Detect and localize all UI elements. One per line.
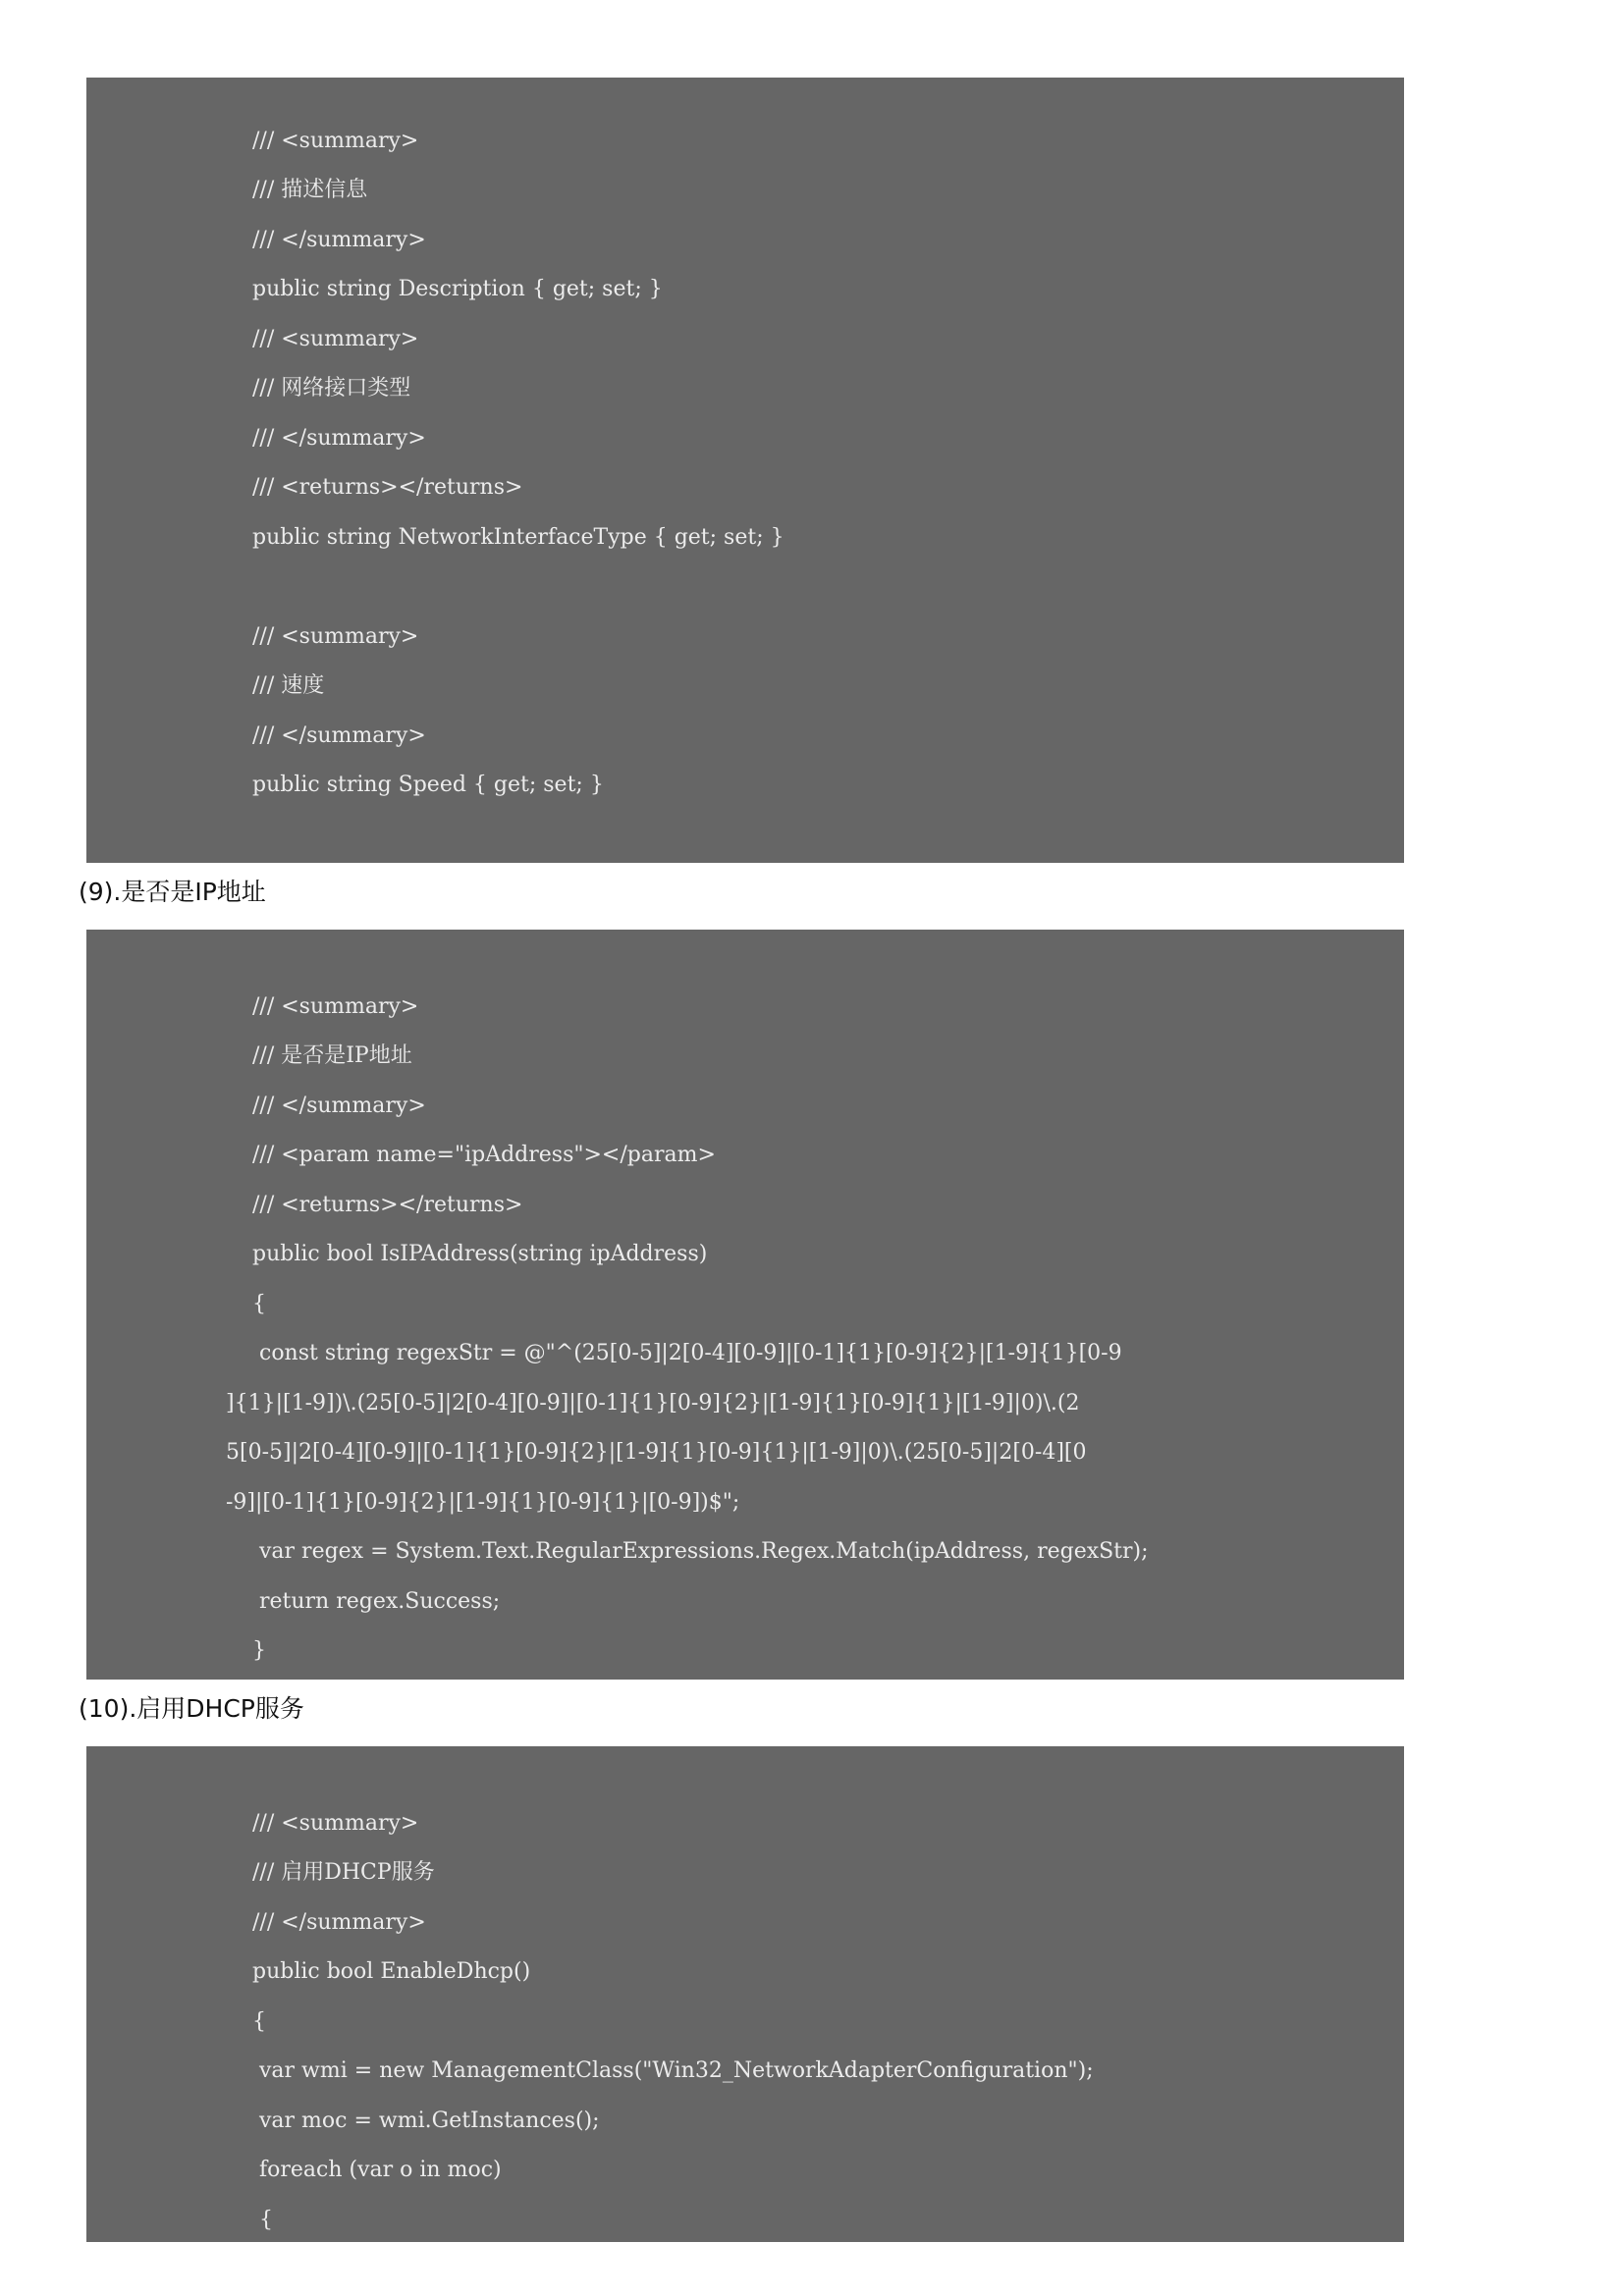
code-line: /// <summary> — [252, 1811, 419, 1836]
code-line: /// </summary> — [252, 1094, 426, 1118]
code-line: public bool EnableDhcp() — [252, 1959, 531, 1984]
code-block-description — [86, 78, 1404, 863]
code-line: public string NetworkInterfaceType { get; set; } — [252, 525, 784, 550]
code-line: var wmi = new ManagementClass("Win32_NetworkAdapterConfiguration"); — [252, 2058, 1094, 2083]
code-line: /// 描述信息 — [252, 178, 368, 202]
code-block-is-ip-address — [86, 930, 1404, 1680]
code-line: /// 速度 — [252, 673, 325, 698]
code-line: /// <summary> — [252, 994, 419, 1019]
code-line: /// <returns></returns> — [252, 475, 523, 500]
code-line: /// 网络接口类型 — [252, 376, 411, 400]
code-line: foreach (var o in moc) — [252, 2158, 502, 2182]
code-line: /// </summary> — [252, 426, 426, 451]
section-heading-ip-address: (9).是否是IP地址 — [79, 878, 266, 906]
code-line: ]{1}|[1-9])\.(25[0-5]|2[0-4][0-9]|[0-1]{1}[0-9]{2}|[1-9]{1}[0-9]{1}|[1-9]|0)\.(2 — [226, 1391, 1080, 1415]
code-line: 5[0-5]|2[0-4][0-9]|[0-1]{1}[0-9]{2}|[1-9]{1}[0-9]{1}|[1-9]|0)\.(25[0-5]|2[0-4][0 — [226, 1440, 1087, 1465]
code-line: const string regexStr = @"^(25[0-5]|2[0-4][0-9]|[0-1]{1}[0-9]{2}|[1-9]{1}[0-9 — [252, 1341, 1122, 1365]
code-line: /// 启用DHCP服务 — [252, 1860, 435, 1885]
code-line: { — [252, 2009, 266, 2034]
code-line: public string Description { get; set; } — [252, 277, 663, 301]
code-line: public bool IsIPAddress(string ipAddress) — [252, 1242, 708, 1266]
code-line: { — [252, 2208, 273, 2232]
code-line: -9]|[0-1]{1}[0-9]{2}|[1-9]{1}[0-9]{1}|[0-9])$"; — [226, 1490, 740, 1515]
code-line: } — [252, 1638, 266, 1663]
section-heading-enable-dhcp: (10).启用DHCP服务 — [79, 1694, 304, 1723]
code-line: /// </summary> — [252, 228, 426, 252]
code-line: /// <summary> — [252, 327, 419, 351]
code-line: { — [252, 1292, 266, 1316]
code-line: /// <returns></returns> — [252, 1193, 523, 1217]
code-line: return regex.Success; — [252, 1589, 501, 1614]
code-line: public string Speed { get; set; } — [252, 773, 604, 797]
code-line: var regex = System.Text.RegularExpressions.Regex.Match(ipAddress, regexStr); — [252, 1539, 1149, 1564]
code-line: /// <summary> — [252, 624, 419, 649]
code-line: /// <summary> — [252, 129, 419, 153]
code-line: /// </summary> — [252, 1910, 426, 1935]
code-line: /// <param name="ipAddress"></param> — [252, 1143, 716, 1167]
code-block-enable-dhcp — [86, 1746, 1404, 2242]
code-line: /// </summary> — [252, 723, 426, 748]
code-line: /// 是否是IP地址 — [252, 1043, 412, 1068]
code-line: var moc = wmi.GetInstances(); — [252, 2109, 600, 2133]
